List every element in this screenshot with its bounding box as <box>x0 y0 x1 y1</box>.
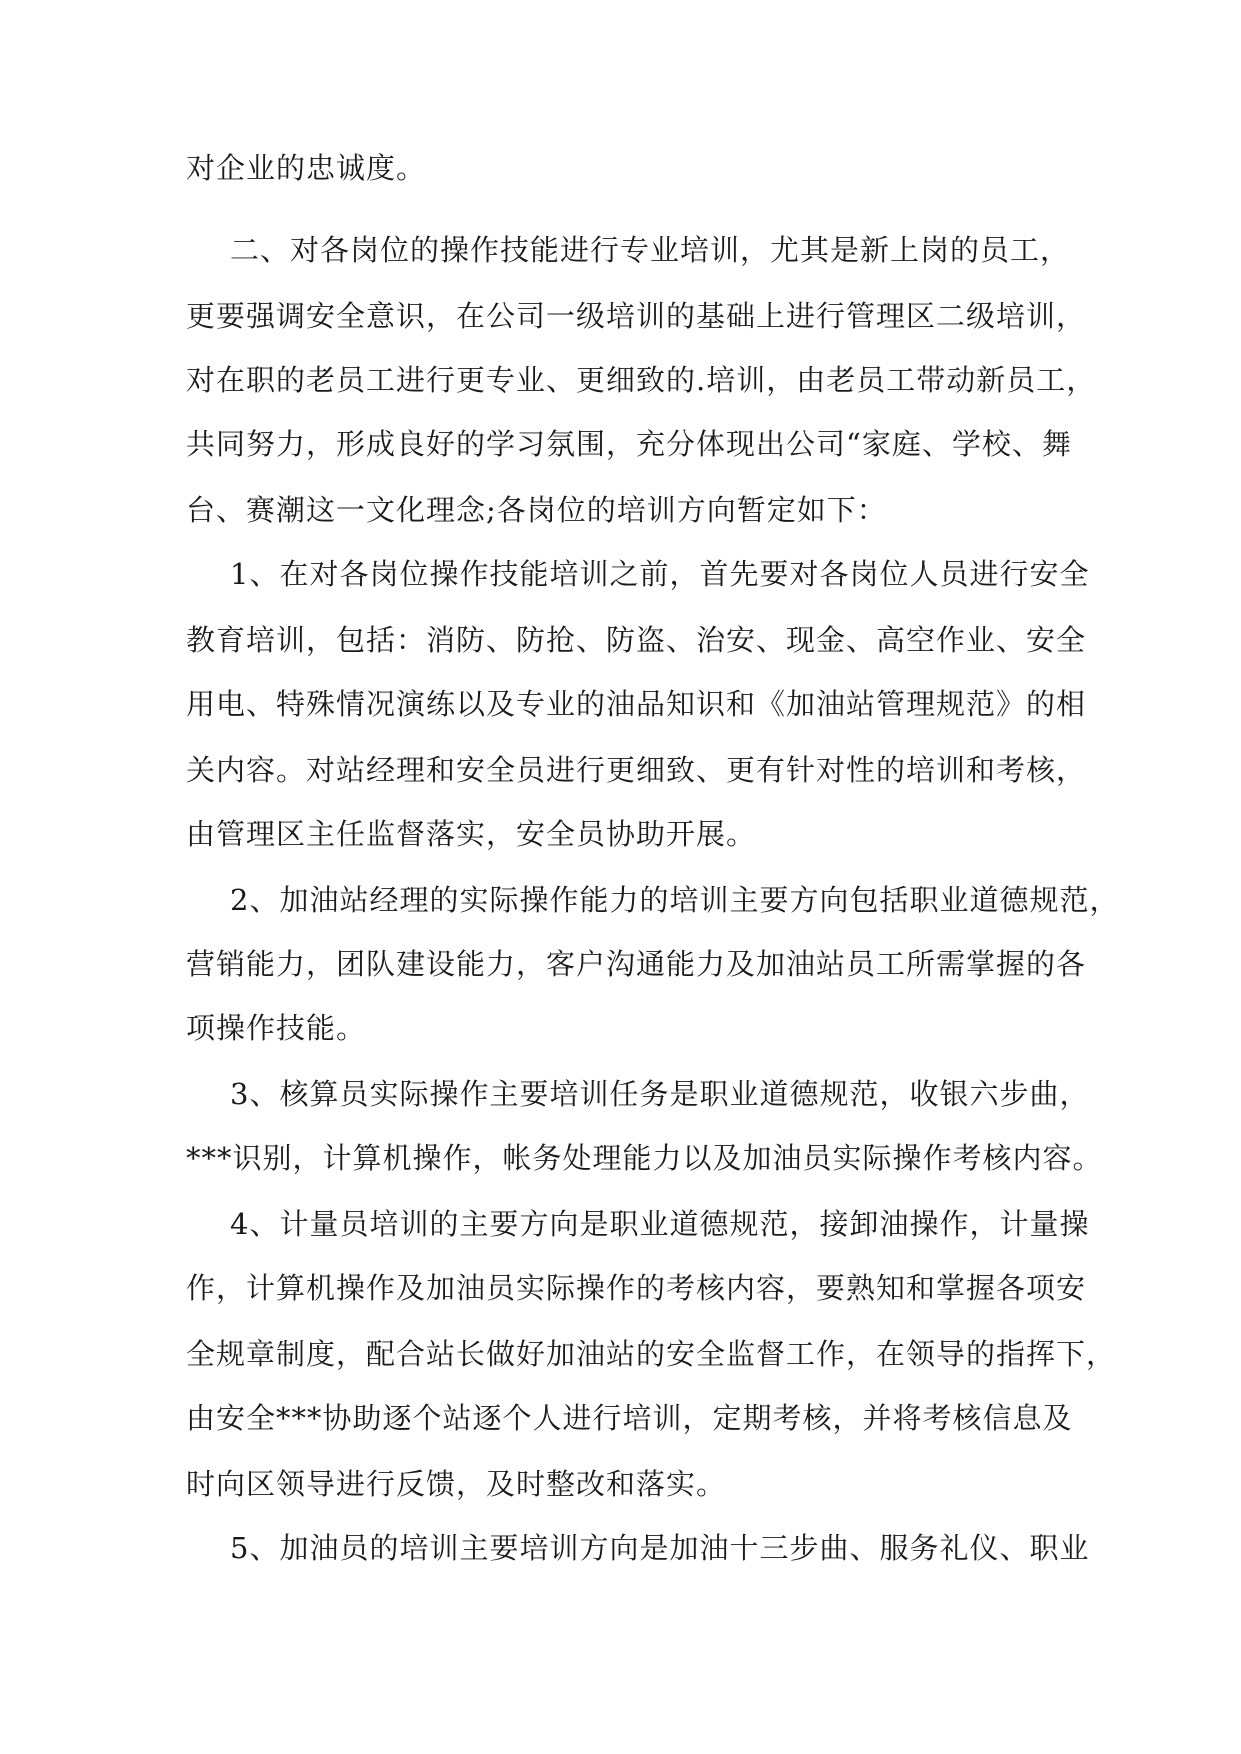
text-line: 对在职的老员工进行更专业、更细致的.培训，由老员工带动新员工， <box>186 363 1097 397</box>
text-line: 作，计算机操作及加油员实际操作的考核内容，要熟知和掌握各项安 <box>186 1271 1087 1305</box>
text-line: 全规章制度，配合站长做好加油站的安全监督工作，在领导的指挥下， <box>186 1337 1117 1371</box>
text-line: 时向区领导进行反馈，及时整改和落实。 <box>186 1467 727 1501</box>
text-line: 项操作技能。 <box>186 1011 367 1045</box>
text-line: 共同努力，形成良好的学习氛围，充分体现出公司“家庭、学校、舞 <box>186 427 1072 461</box>
text-line: 由安全***协助逐个站逐个人进行培训，定期考核，并将考核信息及 <box>186 1401 1073 1435</box>
text-line: 1、在对各岗位操作技能培训之前，首先要对各岗位人员进行安全 <box>230 557 1090 591</box>
text-line: 营销能力，团队建设能力，客户沟通能力及加油站员工所需掌握的各 <box>186 947 1087 981</box>
text-line: 5、加油员的培训主要培训方向是加油十三步曲、服务礼仪、职业 <box>230 1531 1090 1565</box>
text-line: 用电、特殊情况演练以及专业的油品知识和《加油站管理规范》的相 <box>186 687 1087 721</box>
text-line: 台、赛潮这一文化理念;各岗位的培训方向暂定如下： <box>186 493 887 527</box>
text-line: 更要强调安全意识，在公司一级培训的基础上进行管理区二级培训， <box>186 299 1087 333</box>
text-line: 教育培训，包括：消防、防抢、防盗、治安、现金、高空作业、安全 <box>186 623 1087 657</box>
text-line: 关内容。对站经理和安全员进行更细致、更有针对性的培训和考核， <box>186 753 1087 787</box>
text-line: ***识别，计算机操作，帐务处理能力以及加油员实际操作考核内容。 <box>186 1141 1103 1175</box>
text-line: 对企业的忠诚度。 <box>186 151 427 185</box>
text-line: 2、加油站经理的实际操作能力的培训主要方向包括职业道德规范， <box>230 883 1120 917</box>
text-line: 3、核算员实际操作主要培训任务是职业道德规范，收银六步曲， <box>230 1077 1090 1111</box>
text-line: 由管理区主任监督落实，安全员协助开展。 <box>186 817 757 851</box>
text-line: 4、计量员培训的主要方向是职业道德规范，接卸油操作，计量操 <box>230 1207 1090 1241</box>
text-line: 二、对各岗位的操作技能进行专业培训，尤其是新上岗的员工， <box>230 233 1071 267</box>
